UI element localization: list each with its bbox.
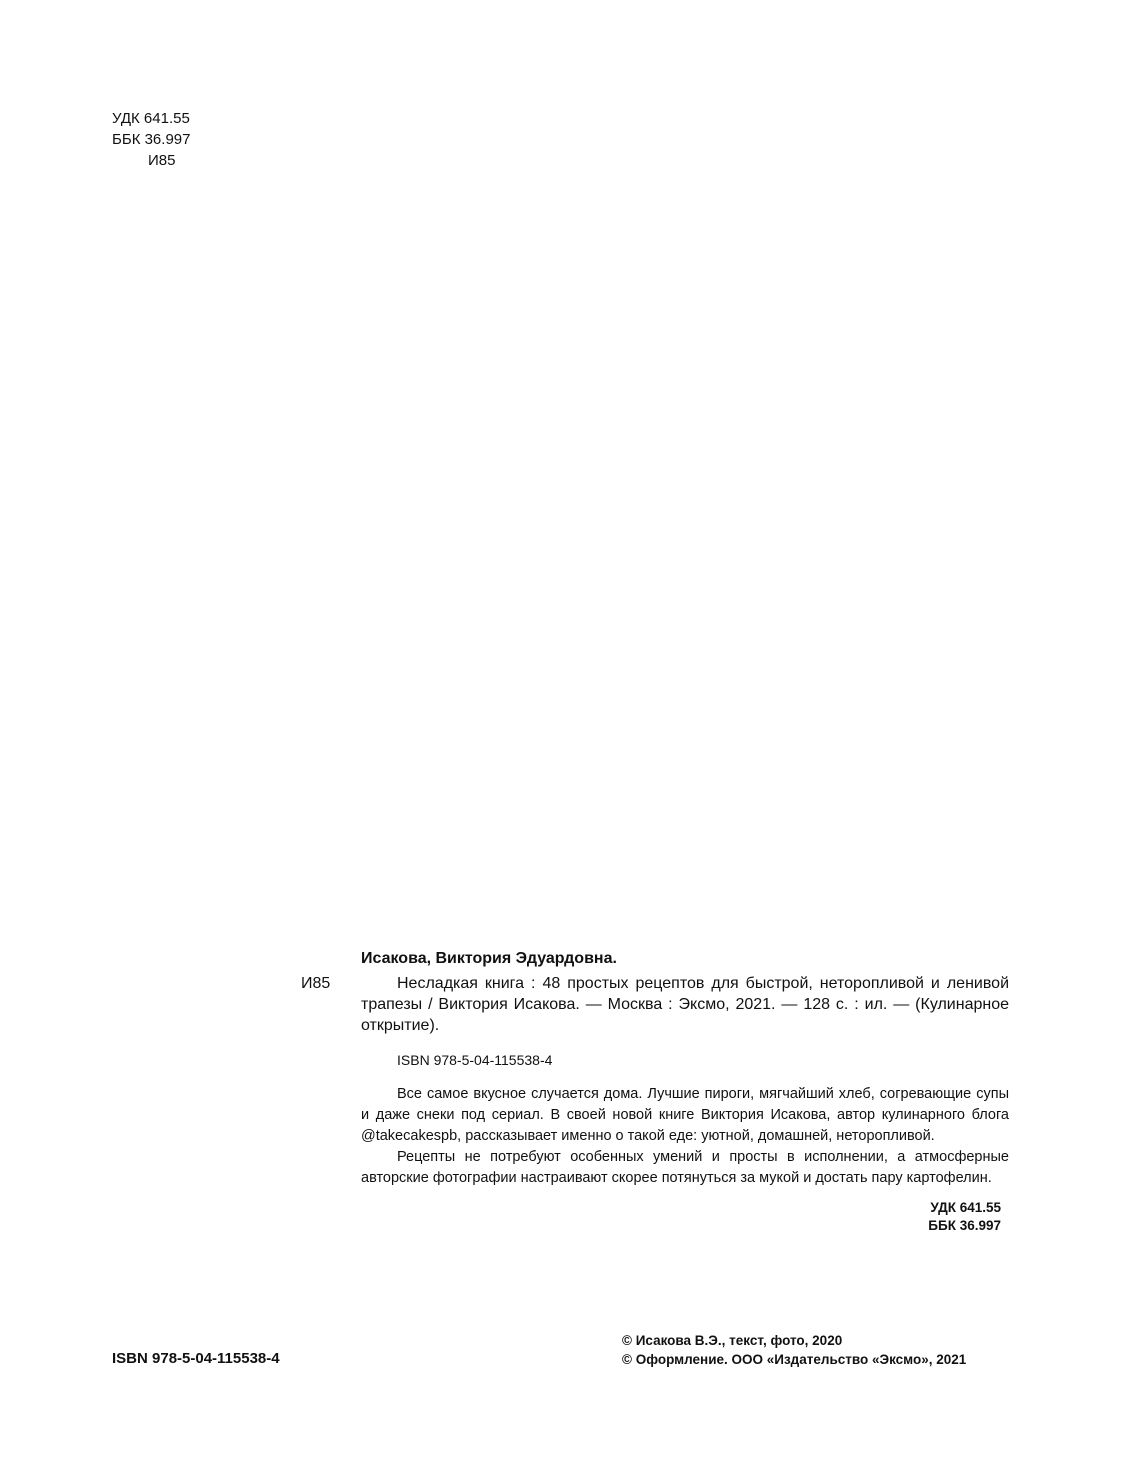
record-classification — [361, 1199, 1009, 1235]
annotation-paragraph-1: Все самое вкусное случается дома. Лучшие пироги, мягчайший хлеб, согревающие супы и даже снеки под сериал. В своей новой книге Виктория Исакова, автор кулинарного блога @takecakespb, рассказывает именно о такой еде: уютной, домашней, неторопливой. — [361, 1086, 1009, 1144]
annotation-paragraph-2: Рецепты не потребуют особенных умений и просты в исполнении, а атмосферные авторские фотографии настраивают скорее потянуться за мукой и достать пару картофелин. — [361, 1149, 1009, 1186]
record-author-mark: И85 — [301, 975, 331, 992]
author-mark: И85 — [148, 152, 176, 169]
footer-isbn: ISBN 978-5-04-115538-4 — [112, 1350, 280, 1367]
copyright-block — [622, 1331, 966, 1369]
copyright-design-line: © Оформление. ООО «Издательство «Эксмо», 2021 — [622, 1352, 967, 1367]
bibliographic-description: Несладкая книга : 48 простых рецептов для быстрой, неторопливой и ленивой трапезы / Виктория Исакова. — Москва : Эксмо, 2021. — 128 с. : ил. — (Кулинарное открытие). — [361, 975, 1009, 1034]
top-classification-codes — [112, 108, 190, 171]
record-udk: УДК 641.55 — [930, 1200, 1001, 1215]
copyright-text-line: © Исакова В.Э., текст, фото, 2020 — [622, 1333, 843, 1348]
record-isbn: ISBN 978-5-04-115538-4 — [397, 1052, 553, 1068]
bbk-code: ББК 36.997 — [112, 131, 191, 148]
bibliographic-record — [301, 948, 1009, 1235]
udk-code: УДК 641.55 — [112, 110, 190, 127]
author-heading: Исакова, Виктория Эдуардовна. — [361, 950, 617, 967]
record-bbk: ББК 36.997 — [928, 1218, 1001, 1233]
